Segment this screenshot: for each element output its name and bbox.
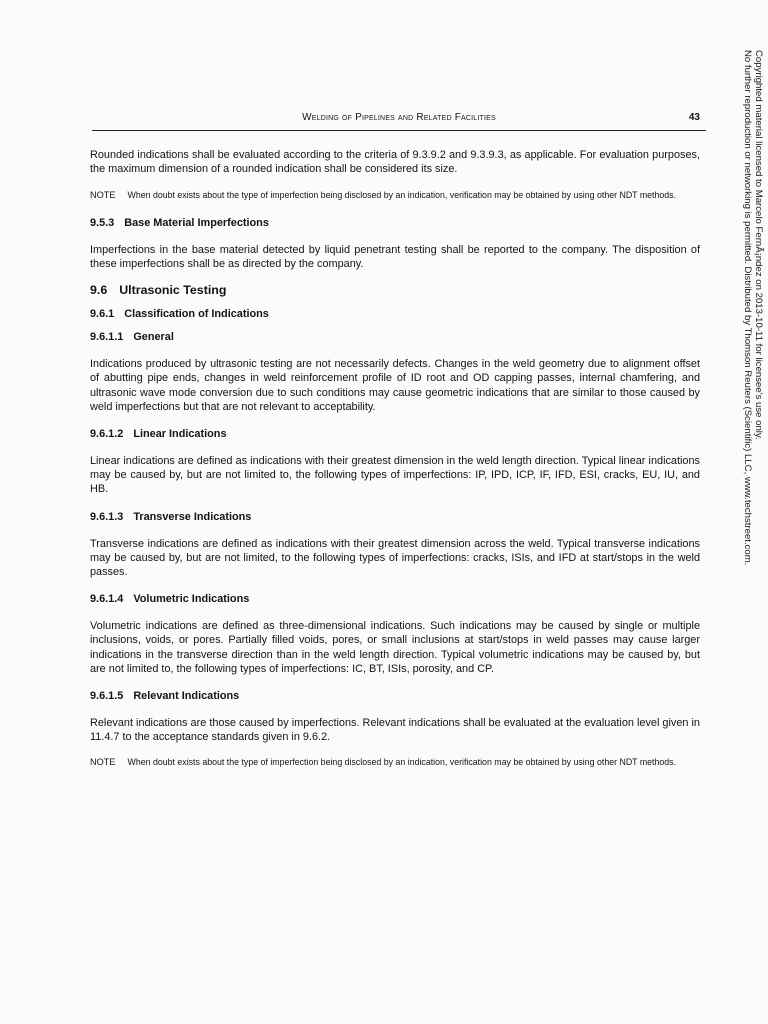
paragraph-linear: Linear indications are defined as indications with their greatest dimension in the weld length direction. Typical linear indications may be caused by, but are not limited to, the following types of imperfections: IP, IPD, ICP, IF, IFD, ESI, cracks, EU, IU, and HB. (90, 455, 700, 496)
note-label: NOTE (90, 757, 116, 768)
section-title: Classification of Indications (124, 308, 269, 321)
section-number: 9.6.1.1 (90, 331, 124, 344)
paragraph-relevant: Relevant indications are those caused by imperfections. Relevant indications shall be evaluated at the evaluation level given in 11.4.7 to the acceptance standards given in 9.6.2. (90, 717, 700, 744)
section-title: Ultrasonic Testing (119, 283, 227, 298)
note-1 (90, 190, 700, 201)
heading-9-6-1-3 (90, 510, 700, 524)
heading-9-6-1-1 (90, 330, 700, 344)
copyright-notice (734, 50, 764, 566)
section-title: General (133, 331, 174, 344)
section-number: 9.6.1.3 (90, 510, 124, 523)
copyright-line-2: No further reproduction or networking is permitted. Distributed by Thomson Reuters (Scientific) LLC, www.techstreet.com. (742, 50, 753, 566)
heading-9-6 (90, 283, 700, 298)
section-number: 9.6.1.2 (90, 428, 124, 441)
heading-9-6-1 (90, 307, 700, 321)
header-title: Welding of Pipelines and Related Facilities (302, 112, 496, 123)
paragraph-rounded-indications: Rounded indications shall be evaluated according to the criteria of 9.3.9.2 and 9.3.9.3, as applicable. For evaluation purposes, the maximum dimension of a rounded indication shall be considered its size. (90, 149, 700, 176)
paragraph-transverse: Transverse indications are defined as indications with their greatest dimension across the weld. Typical transverse indications may be caused by, but are not limited, to the following types of imperfections: cracks, ISIs, and IFD at start/stops in the weld passes. (90, 537, 700, 579)
copyright-line-1: Copyrighted material licensed to Marcelo FernÃ¡ndez on 2013-10-11 for licensee's use only. (753, 50, 764, 440)
paragraph-base-material: Imperfections in the base material detected by liquid penetrant testing shall be reported to the company. The disposition of these imperfections shall be as directed by the company. (90, 243, 700, 271)
paragraph-volumetric: Volumetric indications are defined as three-dimensional indications. Such indications may be caused by single or multiple inclusions, voids, or pores. Partially filled voids, pores, or small inclusions at start/stops in weld passes may cause larger indications in the transverse direction than in the weld length direction. Typical volumetric indications may be caused by, but are not limited to, the following types of imperfections: IC, BT, ISIs, porosity, and CP. (90, 620, 700, 675)
page-number: 43 (688, 112, 700, 123)
note-label: NOTE (90, 190, 116, 201)
heading-9-5-3 (90, 216, 700, 230)
note-text: When doubt exists about the type of imperfection being disclosed by an indication, verification may be obtained by using other NDT methods. (127, 190, 677, 201)
section-number: 9.5.3 (90, 216, 115, 229)
heading-9-6-1-4 (90, 592, 700, 606)
section-title: Base Material Imperfections (124, 216, 269, 229)
section-number: 9.6 (90, 283, 108, 298)
header-rule (92, 130, 706, 131)
heading-9-6-1-2 (90, 427, 700, 441)
note-text: When doubt exists about the type of imperfection being disclosed by an indication, verification may be obtained by using other NDT methods. (127, 757, 677, 768)
section-number: 9.6.1.4 (90, 593, 124, 606)
running-header (92, 112, 706, 126)
paragraph-general: Indications produced by ultrasonic testing are not necessarily defects. Changes in the weld geometry due to alignment offset of abutting pipe ends, changes in weld reinforcement profile of ID root and OD capping passes, internal chamfering, and ultrasonic wave mode conversion due to such conditions may cause geometric indications that are similar to those caused by weld imperfections but that are not relevant to acceptability. (90, 358, 700, 413)
heading-9-6-1-5 (90, 689, 700, 703)
section-number: 9.6.1.5 (90, 690, 124, 703)
document-body (90, 148, 700, 769)
section-number: 9.6.1 (90, 308, 115, 321)
section-title: Transverse Indications (133, 510, 252, 523)
section-title: Linear Indications (133, 428, 227, 441)
note-2 (90, 757, 700, 768)
section-title: Relevant Indications (133, 690, 240, 703)
section-title: Volumetric Indications (133, 593, 250, 606)
